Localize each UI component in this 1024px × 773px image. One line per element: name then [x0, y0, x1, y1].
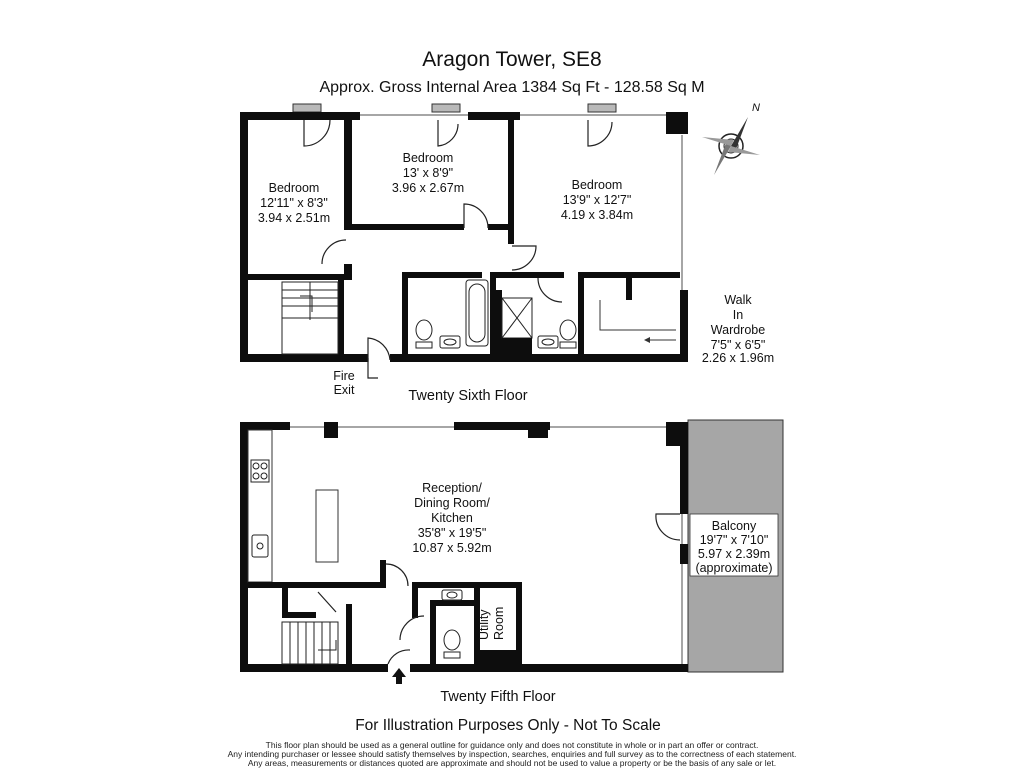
- room-name: Balcony: [711, 519, 757, 533]
- toilet-icon: [560, 320, 576, 348]
- compass-north-label: N: [752, 102, 760, 114]
- fire-exit-label: Fire: [333, 369, 355, 383]
- fire-exit-door-icon: [368, 338, 390, 362]
- staircase-icon: [282, 622, 338, 664]
- door-icon: [400, 616, 424, 640]
- door-icon: [588, 120, 612, 146]
- hob-icon: [251, 460, 269, 482]
- door-icon: [464, 204, 488, 228]
- room-dimension-imperial: 13' x 8'9": [402, 166, 454, 180]
- sink-icon: [442, 590, 462, 600]
- room-dimension-imperial: 19'7" x 7'10": [699, 533, 769, 547]
- toilet-icon: [416, 320, 432, 348]
- room-name-line: Kitchen: [431, 511, 473, 525]
- gross-area: Approx. Gross Internal Area 1384 Sq Ft - 128.58 Sq M: [319, 79, 705, 96]
- kitchen-island: [316, 490, 338, 562]
- shower-icon: [502, 298, 532, 338]
- compass-icon: [702, 117, 760, 175]
- room-note: (approximate): [695, 561, 773, 575]
- upper-floor-plan: [240, 104, 774, 397]
- room-name: Bedroom: [571, 178, 623, 192]
- door-icon: [318, 592, 336, 612]
- window-icon: [293, 104, 321, 112]
- room-name: Bedroom: [402, 151, 454, 165]
- door-icon: [538, 278, 562, 302]
- room-dimension-imperial: 7'5" x 6'5": [710, 338, 766, 352]
- room-name-line: Room: [492, 606, 506, 640]
- kitchen-sink-icon: [252, 535, 268, 557]
- bathtub-icon: [466, 280, 488, 346]
- sink-icon: [440, 336, 460, 348]
- window-icon: [588, 104, 616, 112]
- room-dimension-imperial: 35'8" x 19'5": [417, 526, 487, 540]
- door-icon: [438, 120, 458, 146]
- door-icon: [512, 246, 536, 270]
- entrance-arrow-icon: [392, 668, 406, 684]
- kitchen-counter: [248, 430, 272, 582]
- room-dimension-metric: 2.26 x 1.96m: [701, 351, 775, 365]
- door-icon: [386, 564, 408, 586]
- toilet-icon: [444, 630, 460, 658]
- room-name-line: Reception/: [422, 481, 482, 495]
- room-name-line: In: [732, 308, 744, 322]
- balcony-door-icon: [656, 514, 680, 540]
- room-dimension-metric: 5.97 x 2.39m: [697, 547, 771, 561]
- door-icon: [304, 120, 330, 146]
- disclaimer-line: Any areas, measurements or distances quoted are approximate and should not be used to value a property or be the basis of any sale or let.: [247, 758, 777, 768]
- room-dimension-metric: 3.96 x 2.67m: [391, 181, 465, 195]
- window-icon: [432, 104, 460, 112]
- disclaimer-line: This floor plan should be used as a general outline for guidance only and does not constitute in whole or in part an offer or contract.: [265, 740, 759, 750]
- room-dimension-metric: 10.87 x 5.92m: [412, 541, 492, 555]
- room-name-line: Dining Room/: [414, 496, 490, 510]
- room-dimension-metric: 4.19 x 3.84m: [560, 208, 634, 222]
- entrance-door-icon: [388, 650, 410, 664]
- disclaimer-line: Any intending purchaser or lessee should satisfy themselves by inspection, searches, enquiries and full survey as to the correctness of each statement.: [227, 749, 797, 759]
- floor-label: Twenty Fifth Floor: [440, 689, 556, 705]
- room-name-line: Wardrobe: [710, 323, 766, 337]
- door-icon: [322, 240, 346, 264]
- scale-note: For Illustration Purposes Only - Not To Scale: [355, 717, 661, 734]
- room-name-line: Walk: [724, 293, 752, 307]
- floor-label: Twenty Sixth Floor: [408, 388, 528, 404]
- room-dimension-imperial: 13'9" x 12'7": [562, 193, 632, 207]
- plan-title: Aragon Tower, SE8: [422, 48, 602, 71]
- room-dimension-metric: 3.94 x 2.51m: [257, 211, 331, 225]
- room-dimension-imperial: 12'11" x 8'3": [260, 196, 328, 210]
- room-name-line: Utility: [477, 609, 491, 640]
- sink-icon: [538, 336, 558, 348]
- lower-floor-plan: [240, 420, 783, 684]
- room-name: Bedroom: [268, 181, 320, 195]
- fire-exit-label: Exit: [333, 383, 355, 397]
- staircase-icon: [282, 282, 338, 354]
